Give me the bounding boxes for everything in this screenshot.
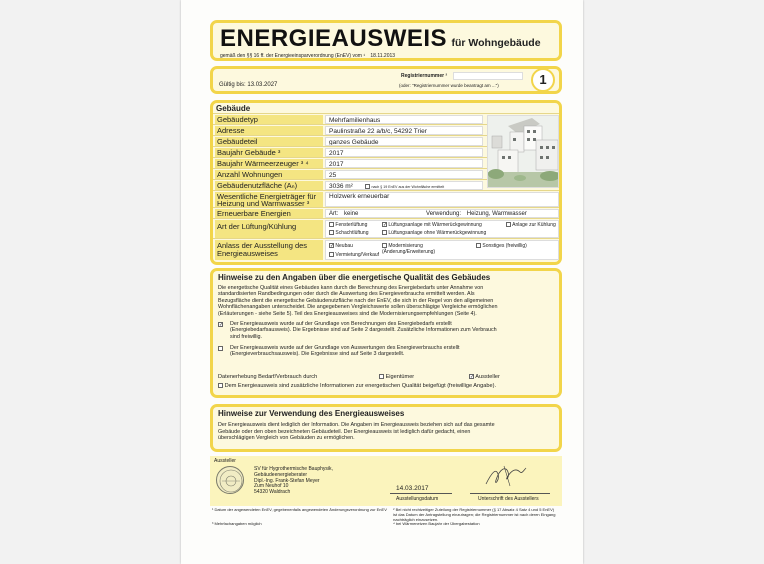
footnote: ⁴ bei Wärmenetzen Baujahr der Übergabestation bbox=[393, 521, 480, 527]
paragraph-line: überschlägigen Vergleich von Gebäuden zu ermöglichen. bbox=[218, 435, 355, 442]
ventilation-window-label: Fensterlüftung bbox=[335, 222, 368, 228]
consumption-certificate-option[interactable] bbox=[218, 345, 460, 358]
paragraph-line: standardisierten Randbedingungen oder durch die Auswertung des Energieverbrauchs ermittelt werden. Als bbox=[218, 291, 475, 298]
ventilation-shaft-label: Schachtlüftung bbox=[335, 230, 369, 236]
building-type-value: Mehrfamilienhaus bbox=[325, 115, 483, 124]
paragraph-line: Die energetische Qualität eines Gebäudes kann durch die Berechnung des Energiebedarfs unter Annahme von bbox=[218, 285, 484, 291]
ventilation-cooling[interactable] bbox=[506, 222, 556, 228]
occasion-new-build-label: Neubau bbox=[335, 243, 353, 249]
ventilation-no-recovery-label: Lüftungsanlage ohne Wärmerückgewinnung bbox=[388, 230, 487, 236]
occasion-other[interactable] bbox=[476, 243, 527, 249]
construction-year-label: Baujahr Gebäude ³ bbox=[215, 148, 323, 157]
checkbox-checked[interactable]: ✓ bbox=[330, 243, 335, 250]
issuer-line: SV für Hygrothermische Bauphysik, bbox=[254, 466, 333, 472]
option-line: (Energieverbrauchsausweis). Die Ergebnisse sind auf Seite 3 dargestellt. bbox=[230, 351, 405, 358]
checkbox[interactable] bbox=[506, 222, 511, 227]
occasion-other-label: Sonstiges (freiwillig) bbox=[482, 243, 527, 249]
issuer-option[interactable] bbox=[469, 374, 500, 381]
footnote: ¹ Datum der angewendeten EnEV, gegebenenfalls angewendeten Änderungsverordnung zur EnEV bbox=[212, 507, 387, 512]
construction-year-value: 2017 bbox=[325, 148, 483, 157]
quality-hints-title: Hinweise zu den Angaben über die energetische Qualität des Gebäudes bbox=[218, 273, 491, 282]
enev-date: 18.11.2013 bbox=[370, 53, 396, 59]
renewable-row bbox=[213, 207, 559, 218]
option-line: Der Energieausweis wurde auf der Grundlage von Auswertungen des Energieverbrauchs erstellt bbox=[230, 345, 460, 351]
area-checkbox[interactable] bbox=[365, 184, 370, 189]
header-box bbox=[210, 20, 562, 61]
floor-area-note: nach § 19 EnEV aus der Wohnfläche ermittelt bbox=[371, 185, 445, 189]
building-part-value: ganzes Gebäude bbox=[325, 137, 483, 146]
apartments-value: 25 bbox=[325, 170, 483, 179]
usage-hints-title: Hinweise zur Verwendung des Energieausweises bbox=[218, 409, 405, 418]
ventilation-row bbox=[213, 218, 559, 238]
owner-option[interactable] bbox=[379, 374, 414, 381]
checkbox[interactable] bbox=[379, 374, 384, 379]
paragraph-line: Gebäude oder den oben bezeichneten Gebäudeteil. Der Energieausweis ist lediglich dafür gedacht, einen bbox=[218, 428, 471, 435]
checkbox[interactable] bbox=[382, 243, 387, 248]
data-collection-label: Datenerhebung Bedarf/Verbrauch durch bbox=[218, 374, 318, 380]
checkbox-checked[interactable]: ✓ bbox=[470, 374, 475, 381]
renewable-type-label: Art: bbox=[329, 211, 339, 217]
apartments-label: Anzahl Wohnungen bbox=[215, 170, 323, 179]
energy-certificate-page bbox=[181, 0, 583, 564]
page-number: 1 bbox=[539, 72, 547, 87]
issuer-address bbox=[254, 467, 333, 496]
document-subtitle: gemäß den §§ 16 ff. der Energieeinsparverordnung (EnEV) vom ¹ bbox=[220, 53, 365, 59]
address-value: Paulinstraße 22 a/b/c, 54292 Trier bbox=[325, 126, 483, 135]
address-label: Adresse bbox=[215, 126, 323, 135]
registration-note: (oder: "Registriernummer wurde beantragt am ...") bbox=[399, 83, 499, 88]
renewable-type-value: keine bbox=[344, 211, 359, 217]
document-title: ENERGIEAUSWEIS bbox=[220, 25, 448, 52]
building-part-label: Gebäudeteil bbox=[215, 137, 323, 146]
issue-date-label: Ausstellungsdatum bbox=[396, 496, 439, 502]
checkbox[interactable] bbox=[218, 346, 223, 351]
ventilation-options bbox=[325, 220, 559, 238]
heater-year-label: Baujahr Wärmeerzeuger ³ ⁴ bbox=[215, 159, 323, 168]
issuer-line: Zum Neuhof 10 bbox=[254, 483, 289, 490]
attachment-label: Dem Energieausweis sind zusätzliche Informationen zur energetischen Qualität beigefügt (freiwillige Angabe). bbox=[224, 383, 497, 389]
checkbox[interactable] bbox=[218, 383, 223, 388]
paragraph-line: (Erläuterungen - siehe Seite 5). Teil des Energieausweises sind die Modernisierungsempfehlungen (Seite 4). bbox=[218, 310, 477, 317]
occasion-modernisation-label: Modernisierung (Änderung/Erweiterung) bbox=[382, 243, 436, 255]
occasion-modernisation[interactable] bbox=[382, 243, 452, 255]
energy-carrier-label-line1: Wesentliche Energieträger für bbox=[217, 192, 317, 201]
issuer-line: 54320 Waldrach bbox=[254, 489, 291, 496]
checkbox[interactable] bbox=[382, 230, 387, 235]
owner-label: Eigentümer bbox=[385, 374, 415, 380]
checkbox[interactable] bbox=[329, 230, 334, 235]
valid-until-date: 13.03.2027 bbox=[247, 82, 278, 88]
checkbox[interactable] bbox=[476, 243, 481, 248]
occasion-label bbox=[215, 240, 323, 260]
footnotes bbox=[212, 508, 562, 527]
floor-area-field bbox=[325, 181, 483, 190]
valid-until-label: Gültig bis: bbox=[219, 82, 246, 88]
issuer-option-label: Aussteller bbox=[475, 374, 500, 380]
demand-certificate-option[interactable] bbox=[218, 321, 497, 340]
occasion-rental-label: Vermietung/Verkauf bbox=[335, 252, 380, 258]
occasion-label-line1: Anlass der Ausstellung des bbox=[217, 241, 308, 250]
renewable-use-label: Verwendung: bbox=[426, 211, 462, 217]
issuer-line: Dipl.-Ing. Frank-Stefan Meyer bbox=[254, 477, 320, 484]
usage-hints-paragraph bbox=[218, 422, 495, 442]
option-line: (Energiebedarfsausweis). Die Ergebnisse sind auf Seite 2 dargestellt. Zusätzliche Informationen zum Verbrauch bbox=[230, 327, 497, 334]
registration-number-field bbox=[453, 72, 523, 80]
data-collection-row bbox=[218, 374, 317, 381]
usage-hints-section bbox=[210, 404, 562, 452]
renewable-use-value: Heizung, Warmwasser bbox=[466, 211, 527, 217]
occasion-label-line2: Energieausweises bbox=[217, 249, 278, 258]
energy-carrier-value: Holzwerk erneuerbar bbox=[325, 192, 559, 207]
ventilation-cooling-label: Anlage zur Kühlung bbox=[512, 222, 556, 228]
energy-carrier-row bbox=[213, 190, 559, 207]
occasion-row bbox=[213, 238, 559, 262]
issuer-stamp bbox=[216, 466, 244, 494]
checkbox-checked[interactable]: ✓ bbox=[219, 322, 224, 328]
quality-hints-paragraph bbox=[218, 285, 498, 317]
option-line: Der Energieausweis wurde auf der Grundlage von Berechnungen des Energiebedarfs erstellt bbox=[230, 321, 452, 327]
building-section-title: Gebäude bbox=[216, 104, 251, 113]
occasion-options bbox=[325, 240, 559, 260]
checkbox[interactable] bbox=[329, 222, 334, 227]
ventilation-window[interactable] bbox=[329, 222, 367, 228]
paragraph-line: Bezugsfläche dient die energetische Gebäudenutzfläche nach der EnEV, die sich in der Regel von den allgemeinen bbox=[218, 297, 494, 304]
signature-image bbox=[482, 462, 530, 490]
checkbox[interactable] bbox=[329, 252, 334, 257]
occasion-rental[interactable] bbox=[329, 252, 379, 258]
energy-carrier-label-line2: Heizung und Warmwasser ³ bbox=[217, 198, 310, 207]
floor-area-label: Gebäudenutzfläche (Aₙ) bbox=[215, 181, 323, 190]
paragraph-line: Wohnflächenangaben unterscheidet. Die angegebenen Vergleichswerte sollen überschlägige Vergleiche ermöglichen bbox=[218, 304, 498, 311]
attachment-option[interactable] bbox=[218, 383, 496, 390]
ventilation-no-recovery[interactable] bbox=[382, 230, 486, 236]
occasion-new-build[interactable] bbox=[329, 243, 353, 249]
issuer-label: Aussteller bbox=[214, 458, 236, 464]
page-number-badge bbox=[531, 68, 555, 92]
building-section bbox=[210, 100, 562, 265]
renewable-field bbox=[325, 209, 559, 218]
heater-year-value: 2017 bbox=[325, 159, 483, 168]
footnote: ² Bei nicht rechtzeitiger Zuteilung der Registriernummer (§ 17 Absatz 4 Satz 4 und 5 EnEV) ist das Datum der Antragstellung einzutragen; die Registriernummer ist nach deren Eingang nachträglich einzusetzen. bbox=[393, 507, 556, 522]
option-line: sind freiwillig. bbox=[230, 333, 263, 340]
ventilation-label: Art der Lüftung/Kühlung bbox=[215, 220, 323, 238]
ventilation-heat-recovery-label: Lüftungsanlage mit Wärmerückgewinnung bbox=[388, 222, 482, 228]
paragraph-line: Der Energieausweis dient lediglich der Information. Die Angaben im Energieausweis beziehen sich auf das gesamte bbox=[218, 422, 495, 428]
signature-label: Unterschrift des Ausstellers bbox=[478, 496, 539, 502]
issue-date: 14.03.2017 bbox=[396, 485, 429, 492]
footnote: ³ Mehrfachangaben möglich bbox=[212, 521, 262, 527]
renewable-label: Erneuerbare Energien bbox=[215, 209, 323, 218]
ventilation-shaft[interactable] bbox=[329, 230, 368, 236]
validity-box bbox=[210, 66, 562, 94]
issuer-section bbox=[210, 456, 562, 506]
document-title-suffix: für Wohngebäude bbox=[451, 37, 541, 49]
floor-area-value: 3036 m² bbox=[329, 183, 353, 190]
ventilation-heat-recovery[interactable] bbox=[382, 222, 482, 228]
building-type-label: Gebäudetyp bbox=[215, 115, 323, 124]
energy-carrier-label bbox=[215, 192, 323, 207]
issuer-line: Gebäudeenergieberater bbox=[254, 471, 308, 478]
quality-hints-section bbox=[210, 268, 562, 398]
checkbox-checked[interactable]: ✓ bbox=[383, 222, 388, 229]
registration-number-label: Registriernummer ² bbox=[401, 73, 448, 79]
building-photo bbox=[487, 115, 559, 188]
